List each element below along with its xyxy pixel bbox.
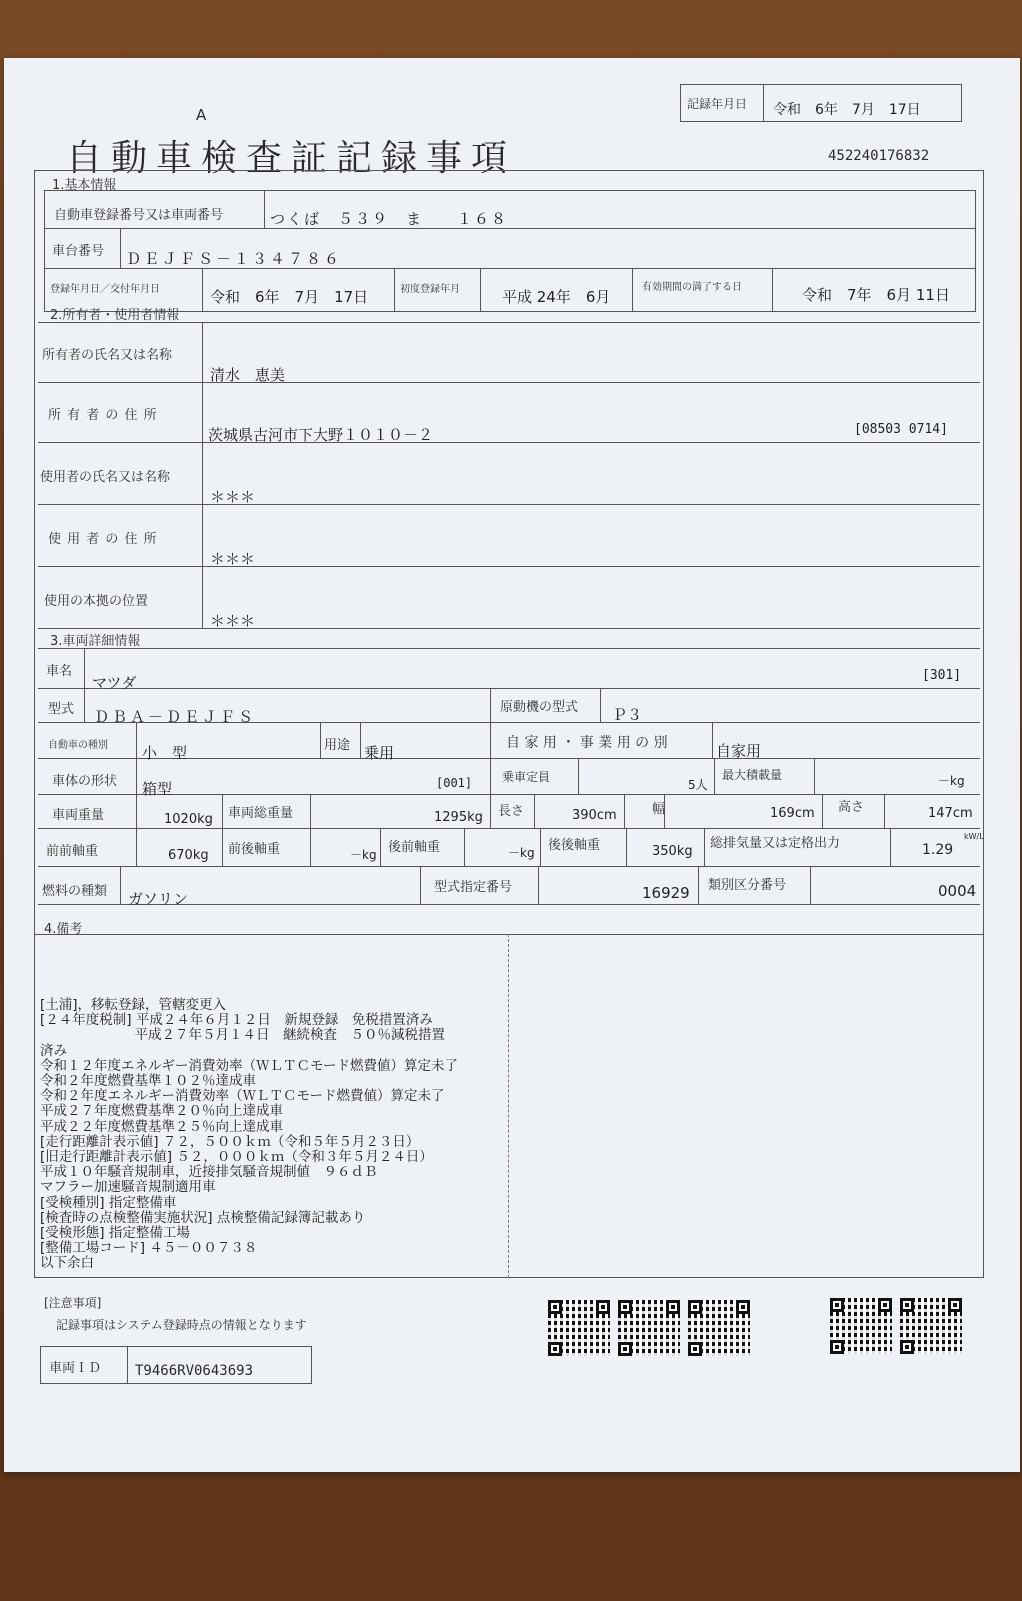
chassis-number-label: 車台番号 (52, 244, 105, 259)
displacement-label: 総排気量又は定格出力 (710, 836, 841, 851)
remarks-text (40, 998, 458, 1272)
section-remarks-title: 4.備考 (44, 922, 83, 937)
usage-base-value: ＊＊＊ (210, 612, 256, 630)
usage-label: 用途 (324, 738, 351, 753)
qr-code-5 (900, 1298, 962, 1354)
owner-address-label: 所 有 者 の 住 所 (48, 408, 158, 423)
type-approval-number-value: 16929 (642, 884, 690, 902)
expiry-date-value: 令和 7年 6月 11日 (802, 286, 950, 304)
remarks-line: [旧走行距離計表示値] ５２，０００ｋｍ（令和３年５月２４日） (40, 1149, 433, 1166)
private-business-value: 自家用 (716, 742, 762, 760)
rear-rear-axle-label: 後後軸重 (548, 838, 601, 853)
vehicle-id-box (40, 1346, 312, 1384)
notice-title: [注意事項] (44, 1296, 102, 1310)
vehicle-id-value: T9466RV0643693 (135, 1363, 254, 1379)
category-number-value: 0004 (938, 882, 977, 900)
remarks-line: [受検種別] 指定整備車 (40, 1194, 177, 1211)
max-load-value: －kg (938, 774, 965, 788)
document-number: 452240176832 (828, 148, 930, 164)
front-front-axle-label: 前前軸重 (46, 844, 99, 859)
section-owner-title: 2.所有者・使用者情報 (50, 308, 180, 323)
page-title: 自動車検査証記録事項 (66, 138, 517, 179)
record-date-label: 記録年月日 (687, 97, 748, 111)
height-label: 高さ (838, 800, 865, 815)
front-rear-axle-value: －kg (350, 848, 377, 862)
remarks-line: [土浦]，移転登録，管轄変更入 (40, 997, 227, 1013)
height-value: 147cm (928, 806, 973, 821)
remarks-line: 平成２７年度燃費基準２０％向上達成車 (40, 1103, 283, 1120)
registration-number-label: 自動車登録番号又は車両番号 (54, 208, 224, 223)
usage-value: 乗用 (364, 744, 395, 762)
engine-model-label: 原動機の型式 (500, 700, 579, 715)
remarks-line: 済み (40, 1042, 67, 1059)
vehicle-id-label: 車両ＩＤ (49, 1361, 102, 1376)
rear-rear-axle-value: 350kg (652, 844, 693, 859)
vehicle-kind-label: 自動車の種別 (48, 740, 108, 751)
type-approval-number-label: 型式指定番号 (434, 880, 513, 895)
registration-number-value: つくば ５３９ ま １６８ (270, 210, 509, 228)
length-label: 長さ (498, 804, 525, 819)
qr-code-2 (618, 1300, 680, 1356)
displacement-value: 1.29 (922, 842, 954, 858)
body-shape-code: [001] (436, 776, 473, 790)
vehicle-kind-value: 小 型 (142, 744, 188, 762)
capacity-value: 5人 (688, 778, 708, 792)
usage-base-label: 使用の本拠の位置 (44, 594, 149, 609)
first-registration-label: 初度登録年月 (400, 284, 460, 295)
notice-text: 記録事項はシステム登録時点の情報となります (56, 1318, 307, 1332)
owner-name-label: 所有者の氏名又は名称 (42, 348, 173, 363)
private-business-label: 自 家 用 ・ 事 業 用 の 別 (506, 735, 668, 751)
vehicle-weight-value: 1020kg (164, 812, 213, 827)
rear-front-axle-label: 後前軸重 (388, 840, 441, 855)
remarks-line: 平成２７年５月１４日 継続検査 ５０％減税措置 (40, 1027, 445, 1044)
owner-address-value: 茨城県古河市下大野１０１０－２ (208, 426, 434, 444)
qr-code-1 (548, 1300, 610, 1356)
record-date-value: 令和 6年 7月 17日 (773, 102, 921, 118)
remarks-line: [整備工場コード] ４５－００７３８ (40, 1240, 258, 1257)
length-value: 390cm (572, 808, 617, 823)
rear-front-axle-value: －kg (508, 846, 535, 860)
model-label: 型式 (48, 702, 75, 717)
gross-weight-value: 1295kg (434, 810, 483, 825)
qr-code-3 (688, 1300, 750, 1356)
chassis-number-value: ＤＥＪＦＳ－１３４７８６ (126, 250, 343, 268)
remarks-line: 令和２年度燃費基準１０２％達成車 (40, 1073, 256, 1090)
expiry-date-label: 有効期間の満了する日 (642, 282, 742, 293)
front-rear-axle-label: 前後軸重 (228, 842, 281, 857)
issue-date-label: 登録年月日／交付年月日 (50, 284, 160, 295)
displacement-unit: kW/L (964, 832, 984, 841)
owner-address-code: [08503 0714] (854, 422, 948, 437)
remarks-line: 以下余白 (40, 1255, 94, 1272)
body-shape-value: 箱型 (142, 780, 173, 798)
remarks-line: [走行距離計表示値] ７２，５００ｋｍ（令和５年５月２３日） (40, 1133, 420, 1150)
user-name-value: ＊＊＊ (210, 488, 256, 506)
body-shape-label: 車体の形状 (52, 774, 118, 789)
vehicle-weight-label: 車両重量 (52, 808, 105, 823)
qr-code-4 (830, 1298, 892, 1354)
user-address-label: 使 用 者 の 住 所 (48, 532, 158, 547)
remarks-line: 令和１２年度エネルギー消費効率（ＷＬＴＣモード燃費値）算定未了 (40, 1057, 458, 1074)
issue-date-value: 令和 6年 7月 17日 (210, 288, 369, 306)
remarks-line: 令和２年度エネルギー消費効率（ＷＬＴＣモード燃費値）算定未了 (40, 1088, 445, 1105)
front-front-axle-value: 670kg (168, 848, 209, 863)
car-name-label: 車名 (46, 664, 73, 679)
category-number-label: 類別区分番号 (708, 878, 787, 893)
remarks-line: [受検形態] 指定整備工場 (40, 1225, 190, 1242)
section-basic-title: 1.基本情報 (52, 178, 117, 193)
remarks-line: [検査時の点検整備実施状況] 点検整備記録簿記載あり (40, 1209, 366, 1226)
car-name-code: [301] (922, 668, 962, 683)
model-value: ＤＢＡ－ＤＥＪＦＳ (94, 708, 257, 726)
car-name-value: マツダ (92, 674, 137, 692)
remarks-line: 平成２２年度燃費基準２５％向上達成車 (40, 1118, 283, 1135)
owner-name-value: 清水 恵美 (210, 366, 286, 384)
fuel-type-value: ガソリン (128, 890, 189, 908)
engine-model-value: Ｐ３ (612, 706, 643, 724)
width-value: 169cm (770, 806, 815, 821)
width-label: 幅 (652, 802, 666, 817)
max-load-label: 最大積載量 (722, 768, 783, 782)
fuel-type-label: 燃料の種類 (42, 884, 108, 899)
gross-weight-label: 車両総重量 (228, 806, 294, 821)
capacity-label: 乗車定員 (502, 770, 551, 784)
inspection-record-sheet (4, 58, 1020, 1472)
user-address-value: ＊＊＊ (210, 550, 256, 568)
first-registration-value: 平成 24年 6月 (502, 288, 611, 306)
user-name-label: 使用者の氏名又は名称 (40, 470, 171, 485)
remarks-line: [２４年度税制] 平成２４年６月１２日 新規登録 免税措置済み (40, 1012, 433, 1029)
remarks-line: マフラー加速騒音規制適用車 (40, 1179, 216, 1196)
remarks-line: 平成１０年騒音規制車，近接排気騒音規制値 ９６ｄＢ (40, 1164, 378, 1181)
corner-mark: A (196, 106, 207, 124)
record-date-box (680, 84, 962, 122)
section-vehicle-title: 3.車両詳細情報 (50, 634, 141, 649)
